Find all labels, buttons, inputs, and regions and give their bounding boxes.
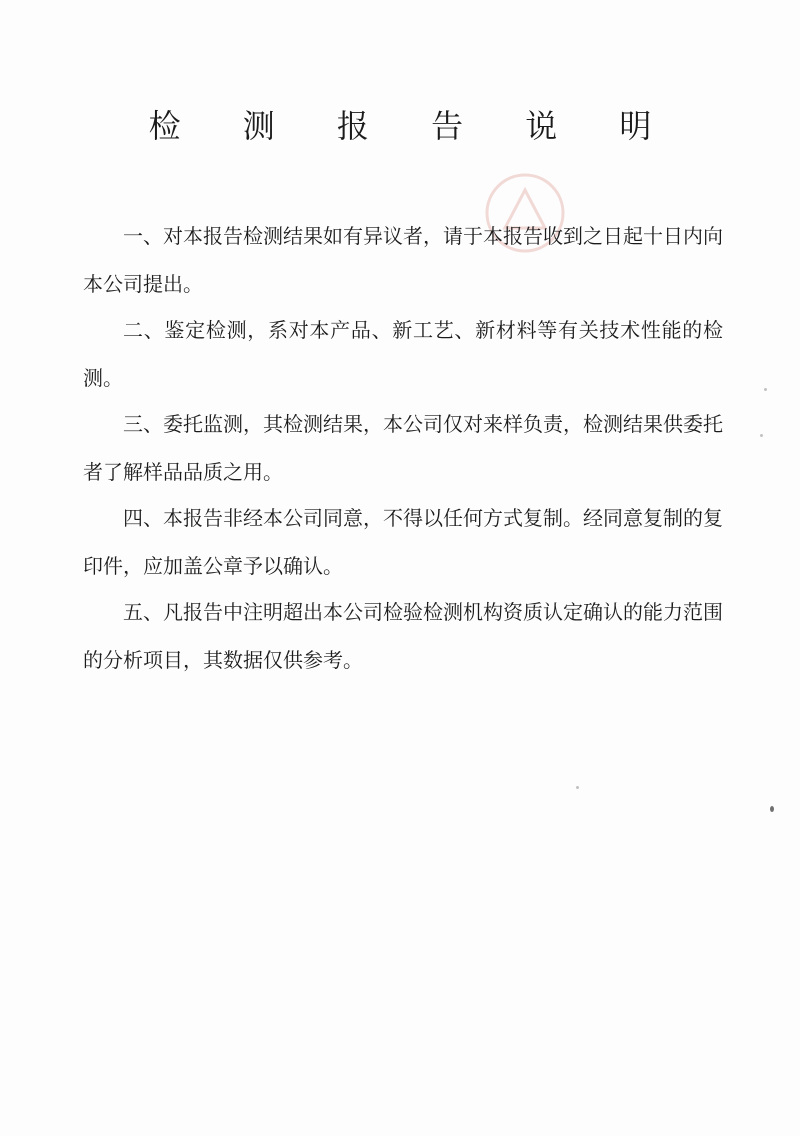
page-title: 检 测 报 告 说 明 xyxy=(148,107,678,145)
note-paragraph-1: 一、对本报告检测结果如有异议者，请于本报告收到之日起十日内向本公司提出。 xyxy=(83,224,723,296)
note-paragraph-5: 五、凡报告中注明超出本公司检验检测机构资质认定确认的能力范围的分析项目，其数据仅供参考。 xyxy=(83,600,723,672)
notes-section xyxy=(83,212,723,682)
note-paragraph-2: 二、鉴定检测，系对本产品、新工艺、新材料等有关技术性能的检测。 xyxy=(83,318,723,390)
note-paragraph-4: 四、本报告非经本公司同意，不得以任何方式复制。经同意复制的复印件，应加盖公章予以确认。 xyxy=(83,506,723,578)
scan-speck xyxy=(576,786,579,789)
note-paragraph-3: 三、委托监测，其检测结果，本公司仅对来样负责，检测结果供委托者了解样品品质之用。 xyxy=(83,412,723,484)
scan-speck xyxy=(760,434,763,437)
scan-speck xyxy=(764,388,767,391)
scan-speck xyxy=(770,806,774,812)
